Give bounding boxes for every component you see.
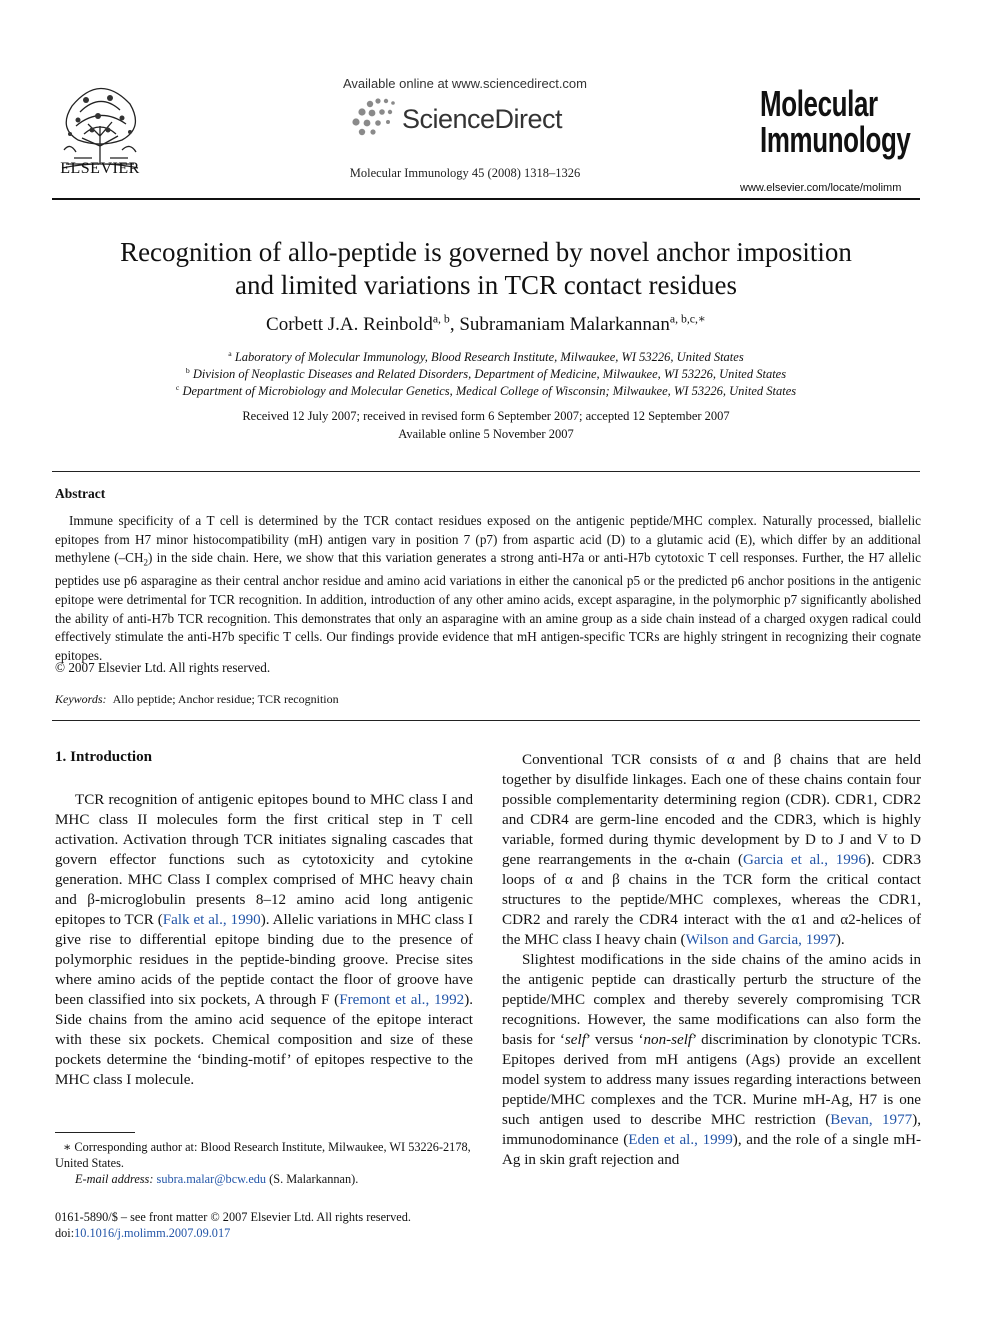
affiliation-a: $^a$ Laboratory of Molecular Immunology, Blood Research Institute, Milwaukee, WI 53226, United States xyxy=(228,348,744,364)
keywords xyxy=(55,692,339,707)
corresponding-author-note: ∗ Corresponding author at: Blood Research Institute, Milwaukee, WI 53226-2178, United States. xyxy=(55,1140,471,1170)
keywords-list: Allo peptide; Anchor residue; TCR recognition xyxy=(112,692,339,706)
article-title xyxy=(52,236,920,302)
abstract-heading: Abstract xyxy=(55,486,106,501)
abstract-bottom-rule xyxy=(52,720,920,721)
intro-paragraph-1: TCR recognition of antigenic epitopes bound to MHC class I and MHC class II molecules form the first critical step in T cell activation. Activation through TCR initiates signaling cascades that govern effector functions such as cytotoxicity and cytokine generation. MHC Class I complex comprised of MHC heavy chain and β-microglobulin presents 8–12 amino acid long antigenic epitopes to TCR (Falk et al., 1990). Allelic variations in MHC class I give rise to differential epitope binding due to the presence of polymorphic residues in the peptide-binding groove. Precise sites where amino acids of the peptide contact the floor of groove have been classified into six pockets, A through F (Fremont et al., 1992). Side chains from the amino acid sequence of the epitope interact with these six pockets. Chemical composition and size of these pockets determine the ‘binding-motif’ of epitopes respective to the MHC class I molecule. xyxy=(55,792,473,1088)
intro-paragraph-2: Conventional TCR consists of α and β chains that are held together by disulfide linkages. Each one of these chains contain four possible complementarity determining region (CDR). CDR1, CDR2 and CDR4 are germ-line encoded and the CDR3, which is highly variable, formed during thymic development by D to J and V to D gene rearrangements in the α-chain (Garcia et al., 1996). CDR3 loops of α and β chains in the TCR form the critical contact structures to the peptide/MHC complexes, whereas the CDR1, CDR2 and rarely the CDR4 interact with the α1 and α2-helices of the MHC class I heavy chain (Wilson and Garcia, 1997). xyxy=(502,752,921,948)
available-date: Available online 5 November 2007 xyxy=(398,427,574,441)
journal-title-line2: Immunology xyxy=(760,119,911,160)
article-dates xyxy=(52,407,920,443)
right-column xyxy=(502,750,921,1170)
intro-paragraph-3: Slightest modifications in the side chains of the amino acids in the antigenic peptide can drastically perturb the structure of the peptide/MHC complex and thereby severely compromising TCR recognitions. However, the same modifications can also form the basis for ‘self’ versus ‘non-self’ discrimination by clonotypic TCRs. Epitopes derived from mH antigens (Ags) provide an excellent model system to address many issues regarding interactions between peptide/MHC complexes and the TCR. Murine mH-Ag, H7 is one such antigen used to describe MHC restriction (Bevan, 1977), immunodominance (Eden et al., 1999), and the role of a single mH-Ag in skin graft rejection and xyxy=(502,952,922,1168)
ref-falk-1990[interactable]: Falk et al., 1990 xyxy=(162,912,261,928)
title-line-2: and limited variations in TCR contact residues xyxy=(235,270,737,300)
header-divider xyxy=(52,198,920,200)
received-dates: Received 12 July 2007; received in revised form 6 September 2007; accepted 12 September 2007 xyxy=(242,409,730,423)
email-note: E-mail address: subra.malar@bcw.edu (S. Malarkannan). xyxy=(75,1172,359,1186)
abstract-body: Immune specificity of a T cell is determined by the TCR contact residues exposed on the antigenic peptide/MHC complex. Naturally processed, biallelic epitopes from H7 minor histocompatibility (mH) antigen vary in position 7 (p7) from aspartic acid (D) to a glutamic acid (E), which differ by an additional methylene $(-CH_2)$ in the side chain. Here, we show that this variation generates a strong anti-H7a or anti-H7b cytotoxic T cell responses. Further, the H7 allelic peptides use p6 asparagine as their central anchor residue and amino acid variations in either the canonical p5 or the predicted p6 anchor positions in the antigenic epitope were detrimental for TCR recognition. In addition, introduction of any other amino acids, except asparagine, in the polymorphic p7 significantly abolished the ability of anti-H7b TCR recognition. This demonstrates that only an asparagine with an amine group as a side chain instead of a charged oxygen radical could effectively stimulate the anti-H7b specific T cells. Our findings provide evidence that mH antigen-specific TCRs are highly stringent in recognizing their cognate epitopes. xyxy=(55,513,921,663)
ref-eden-1999[interactable]: Eden et al., 1999 xyxy=(628,1132,733,1148)
keywords-label: Keywords: xyxy=(55,692,107,706)
section-heading: 1. Introduction xyxy=(55,749,153,765)
journal-citation: Molecular Immunology 45 (2008) 1318–1326 xyxy=(349,166,581,180)
author-2: Subramaniam Malarkannan xyxy=(459,314,670,335)
ref-wilson-garcia-1997[interactable]: Wilson and Garcia, 1997 xyxy=(685,932,836,948)
title-line-1: Recognition of allo-peptide is governed by novel anchor imposition xyxy=(120,237,852,267)
left-column xyxy=(55,790,473,1090)
journal-title-logo xyxy=(760,83,911,160)
footnote-rule xyxy=(55,1132,135,1133)
ref-bevan-1977[interactable]: Bevan, 1977 xyxy=(830,1112,913,1128)
journal-title-line1: Molecular xyxy=(760,83,878,124)
ref-fremont-1992[interactable]: Fremont et al., 1992 xyxy=(339,992,465,1008)
ref-garcia-1996[interactable]: Garcia et al., 1996 xyxy=(742,852,866,868)
available-online[interactable]: Available online at www.sciencedirect.com xyxy=(343,76,587,91)
copyright-line: © 2007 Elsevier Ltd. All rights reserved. xyxy=(55,660,271,675)
author-email-link[interactable]: subra.malar@bcw.edu xyxy=(156,1172,267,1186)
author-2-affil: a, b,c,∗ xyxy=(669,312,706,326)
issn-doi-block xyxy=(55,1209,473,1241)
author-list xyxy=(52,314,920,336)
publisher-name: ELSEVIER xyxy=(60,160,140,177)
doi-link[interactable]: 10.1016/j.molimm.2007.09.017 xyxy=(74,1226,231,1240)
affiliation-c: $^c$ Department of Microbiology and Molecular Genetics, Medical College of Wisconsin; Milwaukee, WI 53226, United States xyxy=(175,382,797,398)
author-separator: , xyxy=(449,314,460,335)
author-1-affil: a, b xyxy=(432,312,450,326)
doi-line: doi:10.1016/j.molimm.2007.09.017 xyxy=(55,1226,231,1240)
abstract-top-rule xyxy=(52,471,920,472)
journal-url[interactable]: www.elsevier.com/locate/molimm xyxy=(740,182,902,194)
author-1: Corbett J.A. Reinbold xyxy=(266,314,433,335)
sciencedirect-wordmark[interactable]: ScienceDirect xyxy=(402,104,563,134)
issn-line: 0161-5890/$ – see front matter © 2007 Elsevier Ltd. All rights reserved. xyxy=(55,1210,411,1224)
affiliation-b: $^b$ Division of Neoplastic Diseases and Related Disorders, Department of Medicine, Milwaukee, WI 53226, United States xyxy=(185,365,787,381)
